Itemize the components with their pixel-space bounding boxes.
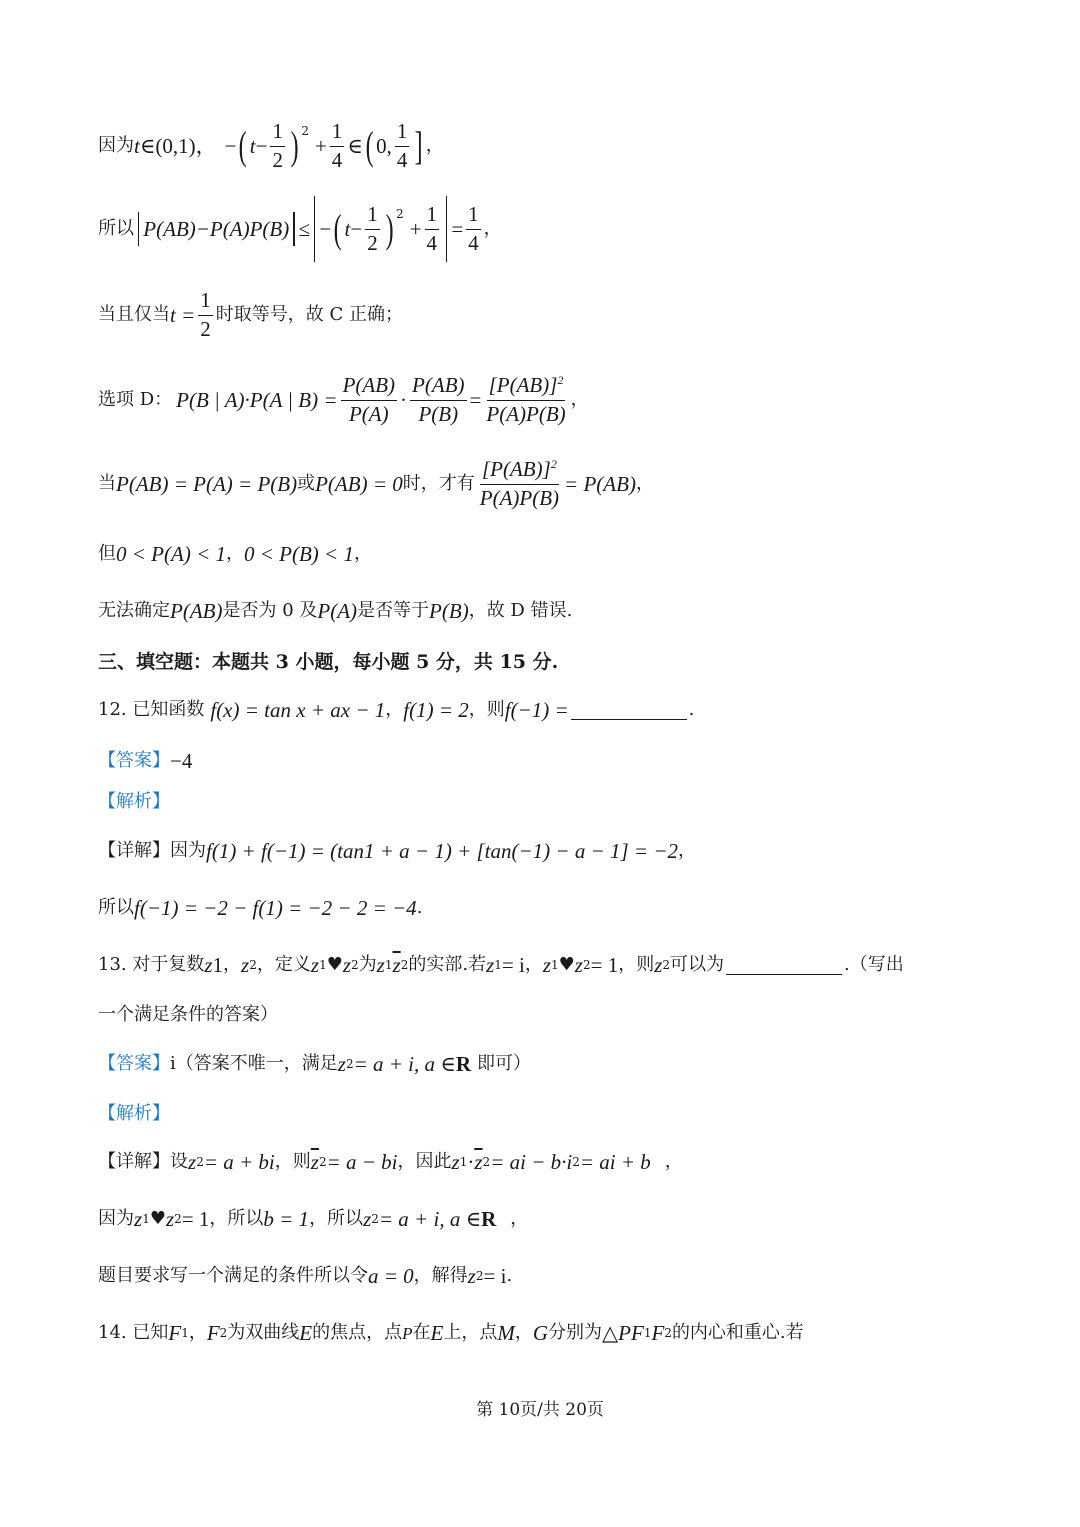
text: 但 — [98, 543, 116, 564]
math: · — [400, 387, 408, 412]
math: z — [134, 1206, 143, 1231]
math: − — [350, 216, 363, 241]
math: = i — [501, 952, 525, 977]
math: z — [204, 952, 213, 977]
fraction: $\frac{[P(AB)]^2}{P(A)P(B)}$ — [479, 457, 560, 510]
text: ， — [570, 389, 589, 410]
text: 因为 — [98, 1208, 134, 1229]
detail-13-c: 题目要求写一个满足的条件所以令 a = 0 ，解得 z 2 = i . — [98, 1263, 513, 1288]
math: f(x) = tan x + ax − 1 — [210, 697, 386, 722]
math: − — [224, 133, 237, 158]
math: P(AB) = P(A) = P(B) — [116, 471, 298, 496]
math: = a + i, a ∈ — [353, 1051, 456, 1076]
text: ，因此 — [397, 1151, 452, 1172]
text: 题目要求写一个满足的条件所以令 — [98, 1265, 368, 1286]
analysis-13 — [98, 1102, 170, 1126]
math: = P(AB) — [564, 471, 636, 496]
text: ，解得 — [413, 1265, 468, 1286]
math: z — [376, 952, 385, 977]
math: = a + bi — [203, 1149, 275, 1174]
text: 时取等号，故 C 正确； — [215, 304, 403, 325]
question-14: 14. 已知 F 1 ， F 2 为双曲线 E 的焦点，点 P 在 E 上，点 M ， G 分别为 △PF 1 F 2 的内心和重心.若 — [98, 1320, 804, 1345]
text: 可以为 — [670, 954, 725, 975]
text: . — [688, 699, 695, 720]
text: . — [416, 897, 423, 918]
question-13-cont — [98, 1003, 278, 1027]
math: R — [455, 1051, 471, 1076]
math: z — [342, 952, 352, 977]
math: z — [467, 1263, 476, 1288]
text: ， — [678, 840, 697, 861]
math: = a + i, a ∈ — [378, 1206, 482, 1231]
math: P(AB)−P(A)P(B) — [143, 216, 290, 241]
detail-12-result — [98, 894, 422, 922]
math: a = 0 — [368, 1263, 414, 1288]
section-heading — [98, 650, 558, 674]
abs-bar — [314, 196, 315, 262]
math: ∈ — [347, 133, 363, 158]
text: ， — [425, 135, 444, 156]
math: z — [542, 952, 552, 977]
math: P(AB) = 0 — [315, 471, 403, 496]
text: ，则 — [618, 954, 655, 975]
math: t — [134, 133, 140, 158]
math: t — [249, 133, 256, 158]
question-12 — [98, 696, 694, 724]
math: t = — [170, 302, 196, 327]
text: ， — [635, 473, 654, 494]
detail-12 — [98, 836, 696, 866]
answer-12 — [98, 748, 192, 774]
math: = — [451, 216, 464, 241]
text: 的焦点，点 — [312, 1322, 403, 1343]
text: ， — [188, 1322, 207, 1343]
math: + — [409, 216, 422, 241]
text: ，故 D 错误. — [468, 600, 573, 621]
paren: ( — [239, 123, 248, 168]
text: ，则 — [468, 699, 505, 720]
math: ∈(0,1)， — [139, 133, 217, 158]
math: P(B) — [429, 598, 469, 623]
text: ， — [223, 954, 242, 975]
heart-symbol: ♥ — [558, 954, 575, 975]
abs-bar — [293, 212, 294, 246]
text: 的内心和重心.若 — [671, 1322, 804, 1343]
analysis-12 — [98, 790, 170, 814]
math: = 1 — [181, 1206, 210, 1231]
math: ≤ — [298, 216, 311, 241]
math: △PF — [602, 1320, 644, 1345]
text: 所以 — [98, 218, 134, 239]
text: 14. 已知 — [98, 1322, 169, 1343]
line-3 — [98, 288, 403, 342]
abs-bar — [446, 196, 447, 262]
math: 0 < P(A) < 1 — [116, 541, 226, 566]
answer-blank — [571, 701, 687, 720]
text: 是否等于 — [357, 600, 430, 621]
text: 即可） — [477, 1053, 531, 1074]
text: 设 — [170, 1151, 188, 1172]
detail-13: 【详解】 设 z 2 = a + bi ，则 $\overline{z}$ 2 = a − bi ，因此 z 1 · $\overline{z}$ 2 = ai − b·i 2 = ai + b ， — [98, 1149, 683, 1174]
abs-bar — [138, 212, 139, 246]
text: ，则 — [274, 1151, 311, 1172]
fraction: $\frac{1}{4}$ — [468, 202, 479, 255]
math: $\overline{z}$ — [474, 1149, 483, 1174]
text: ， — [385, 699, 404, 720]
math: = ai + b — [579, 1149, 651, 1174]
answer-blank — [726, 956, 842, 975]
math: z — [310, 952, 320, 977]
math: f(−1) = — [504, 697, 569, 722]
text: 或 — [297, 473, 316, 494]
math: + — [314, 133, 327, 158]
answer-value: −4 — [170, 748, 193, 773]
heart-symbol: ♥ — [149, 1208, 166, 1229]
text: ， — [353, 543, 372, 564]
fraction: $\frac{P(AB)}{P(A)}$ — [342, 373, 396, 426]
math: = ai − b·i — [490, 1149, 573, 1174]
text: 为 — [358, 954, 377, 975]
math: f(1) + f(−1) = (tan1 + a − 1) + [tan(−1) − a − 1] = −2 — [206, 838, 679, 863]
detail-tag: 【详解】 — [98, 1151, 170, 1172]
line-1: 因为 t ∈(0,1)， − ( t − $\frac{1}{2}$ ) 2 + $\frac{1}{4}$ ∈ ( 0, $\frac{1}{4}$ ] ， — [98, 119, 444, 172]
text: 所以 — [98, 897, 134, 918]
text: 的实部.若 — [408, 954, 487, 975]
text: 分别为 — [548, 1322, 603, 1343]
fraction: $\frac{1}{2}$ — [200, 288, 211, 341]
text: i（答案不唯一，满足 — [170, 1053, 338, 1074]
text: ， — [225, 543, 244, 564]
paren: ( — [365, 123, 374, 168]
fraction: $\frac{1}{4}$ — [331, 119, 343, 172]
fraction: $\frac{1}{2}$ — [367, 202, 378, 255]
text: ，所以 — [309, 1208, 364, 1229]
text: 无法确定 — [98, 600, 170, 621]
paren: ) — [290, 123, 299, 168]
detail-tag: 【详解】 — [98, 840, 170, 861]
math: P(B | A)·P(A | B) = — [176, 387, 338, 412]
math: F — [168, 1320, 182, 1345]
math: = — [469, 387, 482, 412]
math: 0 < P(B) < 1 — [243, 541, 354, 566]
math: z — [188, 1149, 197, 1174]
text: ， — [524, 954, 543, 975]
heart-symbol: ♥ — [326, 954, 343, 975]
line-4 — [98, 368, 589, 432]
math: = a − bi — [326, 1149, 398, 1174]
fraction: $\frac{[P(AB)]^2}{P(A)P(B)}$ — [486, 373, 566, 426]
line-6 — [98, 540, 372, 568]
text: ， — [510, 1208, 529, 1229]
math: = i — [483, 1263, 507, 1288]
text: ， — [483, 218, 502, 239]
math: z — [451, 1149, 460, 1174]
text: ， — [514, 1322, 533, 1343]
line-2: 所以 P(AB)−P(A)P(B) ≤ − ( t − $\frac{1}{2}$ ) 2 + $\frac{1}{4}$ = $\frac{1}{4}$ ， — [98, 196, 502, 262]
text: ，所以 — [209, 1208, 264, 1229]
text: 为双曲线 — [227, 1322, 300, 1343]
question-13: 13. 对于复数 z 1 ， z 2 ，定义 z 1 ♥ z 2 为 z 1 $\overline{z}$ 2 的实部.若 z 1 = i ， z 1 ♥ z 2 = 1 ，则 z 2 可以为 .（写出 — [98, 952, 904, 977]
math: P(AB) — [170, 598, 223, 623]
math: M — [497, 1320, 515, 1345]
fraction: $\frac{1}{4}$ — [426, 202, 438, 255]
text: 一个满足条件的答案） — [98, 1004, 278, 1025]
text: 13. 对于复数 — [98, 954, 205, 975]
math: z — [363, 1206, 372, 1231]
line-7 — [98, 597, 572, 625]
math: P(A) — [317, 598, 358, 623]
math: P — [402, 1323, 413, 1343]
math: $\overline{z}$ — [310, 1149, 319, 1174]
text: . — [506, 1265, 513, 1286]
fraction: $\frac{P(AB)}{P(B)}$ — [412, 373, 465, 426]
text: ， — [664, 1151, 683, 1172]
math: · — [467, 1149, 475, 1174]
text: 在 — [412, 1322, 431, 1343]
math: − — [319, 216, 332, 241]
page-footer: 第 10页/共 20页 — [476, 1400, 604, 1420]
text: 因为 — [170, 840, 206, 861]
math: 0, — [376, 133, 392, 158]
math: t — [344, 216, 351, 241]
math: b = 1 — [263, 1206, 310, 1231]
heading-text: 三、填空题：本题共 3 小题，每小题 5 分，共 15 分. — [98, 650, 559, 673]
answer-tag: 【答案】 — [98, 750, 170, 771]
paren: ) — [385, 206, 394, 251]
bracket: ] — [415, 123, 424, 168]
text: 上，点 — [443, 1322, 498, 1343]
math: E — [430, 1320, 444, 1345]
text: 当且仅当 — [98, 304, 170, 325]
answer-tag: 【答案】 — [98, 1053, 170, 1074]
math: F — [206, 1320, 220, 1345]
math: z — [574, 952, 583, 977]
text: 12. 已知函数 — [98, 699, 205, 720]
analysis-tag: 【解析】 — [98, 791, 170, 812]
math: z — [241, 952, 250, 977]
fraction: $\frac{1}{4}$ — [396, 119, 408, 172]
math: z — [654, 952, 663, 977]
text: ，定义 — [256, 954, 311, 975]
math: R — [481, 1206, 497, 1231]
answer-13: 【答案】 i（答案不唯一，满足 z 2 = a + i, a ∈ R 即可） — [98, 1051, 531, 1076]
line-5 — [98, 452, 654, 516]
math: F — [651, 1320, 665, 1345]
math: E — [299, 1320, 313, 1345]
fraction: $\frac{1}{2}$ — [272, 119, 283, 172]
math: f(−1) = −2 − f(1) = −2 − 2 = −4 — [134, 895, 417, 920]
math: − — [255, 133, 268, 158]
math: $\overline{z}$ — [392, 952, 401, 977]
math: f(1) = 2 — [403, 697, 469, 722]
text: 时，才有 — [402, 473, 475, 494]
text: 因为 — [98, 135, 134, 156]
text: 选项 D： — [98, 389, 173, 410]
math: z — [486, 952, 495, 977]
math: = 1 — [590, 952, 619, 977]
math: G — [532, 1320, 549, 1345]
paren: ( — [333, 206, 342, 251]
text: 当 — [98, 473, 116, 494]
detail-13-b: 因为 z 1 ♥ z 2 = 1 ，所以 b = 1 ，所以 z 2 = a + i, a ∈ R ， — [98, 1206, 529, 1231]
text: 是否为 0 及 — [222, 600, 318, 621]
math: z — [337, 1051, 346, 1076]
math: z — [165, 1206, 175, 1231]
text: .（写出 — [844, 954, 904, 975]
analysis-tag: 【解析】 — [98, 1103, 170, 1124]
